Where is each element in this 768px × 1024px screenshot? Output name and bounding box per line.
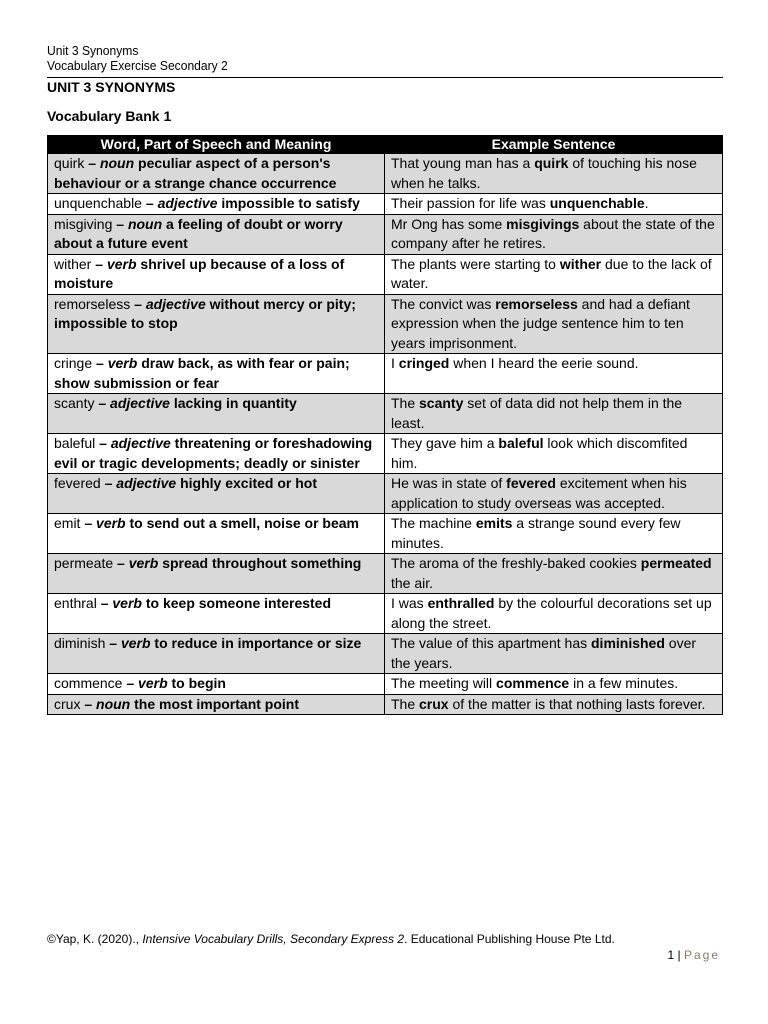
example-text-before: The meeting will <box>391 675 497 691</box>
dash-separator: – <box>112 215 128 232</box>
table-row <box>48 214 723 254</box>
part-of-speech: adjective <box>145 295 206 312</box>
page-separator: | <box>677 948 681 962</box>
part-of-speech: verb <box>120 635 151 651</box>
part-of-speech: verb <box>128 555 159 571</box>
dash-separator: – <box>95 435 111 451</box>
word-cell <box>48 194 385 215</box>
column-header-word: Word, Part of Speech and Meaning <box>48 136 385 154</box>
word-cell <box>48 514 385 554</box>
example-text-before: That young man has a <box>391 155 535 171</box>
example-cell <box>385 694 723 715</box>
example-cell <box>385 194 723 215</box>
part-of-speech: noun <box>96 695 131 712</box>
example-highlight-word: commence <box>496 675 570 691</box>
word-meaning: draw back, as with fear or pain; show submission or fear <box>54 355 350 391</box>
example-text-before: They gave him a <box>391 435 499 451</box>
example-text-before: I was <box>391 595 428 611</box>
footer-citation <box>47 932 615 946</box>
example-cell <box>385 214 723 254</box>
part-of-speech: verb <box>107 355 138 371</box>
word-cell <box>48 394 385 434</box>
part-of-speech: noun <box>127 215 163 232</box>
table-row <box>48 194 723 215</box>
part-of-speech: adjective <box>157 195 218 211</box>
example-highlight-word: fevered <box>506 475 556 491</box>
example-text-before: The plants were starting to <box>391 255 560 272</box>
example-highlight-word: wither <box>559 255 602 272</box>
example-cell <box>385 554 723 594</box>
column-header-example: Example Sentence <box>385 136 723 154</box>
example-text-before: The value of this apartment has <box>391 635 591 651</box>
word-meaning: to reduce in importance or size <box>154 635 362 651</box>
word-cell <box>48 214 385 254</box>
example-text-after: of the matter is that nothing lasts forever. <box>448 695 706 712</box>
example-text-before: The <box>391 395 420 411</box>
part-of-speech: noun <box>99 155 135 171</box>
example-highlight-word: quirk <box>534 155 569 171</box>
word-meaning: peculiar aspect of a person's behaviour or a strange chance occurrence <box>54 155 337 191</box>
word-meaning: to begin <box>171 675 226 691</box>
table-row <box>48 394 723 434</box>
part-of-speech: verb <box>106 255 137 272</box>
example-text-after: look which discomfited him. <box>391 435 688 471</box>
example-text-before: Mr Ong has some <box>391 215 507 232</box>
example-cell <box>385 634 723 674</box>
example-text-before: Their passion for life was <box>391 195 550 211</box>
page-label: Page <box>683 948 720 962</box>
table-row <box>48 514 723 554</box>
table-row <box>48 354 723 394</box>
word-meaning: without mercy or pity; impossible to stop <box>54 295 356 331</box>
dash-separator: – <box>113 555 129 571</box>
word-meaning: to send out a smell, noise or beam <box>129 515 359 531</box>
table-row <box>48 434 723 474</box>
vocab-word: cringe <box>54 355 93 371</box>
word-meaning: a feeling of doubt or worry about a future event <box>54 215 343 251</box>
vocab-word: unquenchable <box>54 195 142 211</box>
example-text-before: The aroma of the freshly-baked cookies <box>391 555 641 571</box>
vocab-word: enthral <box>54 595 97 611</box>
table-row <box>48 594 723 634</box>
word-meaning: shrivel up because of a loss of moisture <box>54 255 345 291</box>
word-meaning: impossible to satisfy <box>221 195 360 211</box>
vocab-word: commence <box>54 675 123 691</box>
page-header <box>47 43 723 73</box>
example-text-after: a strange sound every few minutes. <box>391 515 681 551</box>
part-of-speech: verb <box>138 675 168 691</box>
vocab-word: crux <box>54 695 81 712</box>
vocab-word: wither <box>54 255 92 272</box>
vocab-word: baleful <box>54 435 96 451</box>
part-of-speech: adjective <box>116 475 177 491</box>
example-cell <box>385 514 723 554</box>
citation-publisher: . Educational Publishing House Pte Ltd. <box>404 932 615 946</box>
example-highlight-word: enthralled <box>427 595 495 611</box>
example-text-after: in a few minutes. <box>569 675 679 691</box>
example-text-before: The machine <box>391 515 476 531</box>
table-row <box>48 674 723 695</box>
vocab-word: emit <box>54 515 81 531</box>
dash-separator: – <box>100 475 117 491</box>
example-cell <box>385 434 723 474</box>
example-text-after: about the state of the company after he retires. <box>391 215 715 251</box>
example-highlight-word: crux <box>419 695 449 712</box>
header-line-1: Unit 3 Synonyms <box>47 43 139 58</box>
unit-title: UNIT 3 SYNONYMS <box>47 79 176 95</box>
example-cell <box>385 394 723 434</box>
header-line-2: Vocabulary Exercise Secondary 2 <box>47 58 228 73</box>
dash-separator: – <box>92 355 108 371</box>
dash-separator: – <box>80 515 97 531</box>
word-meaning: spread throughout something <box>162 555 362 571</box>
example-text-before: The convict was <box>391 295 496 312</box>
word-cell <box>48 254 385 294</box>
example-highlight-word: emits <box>475 515 513 531</box>
table-row <box>48 634 723 674</box>
table-row <box>48 154 723 194</box>
dash-separator: – <box>84 155 100 171</box>
dash-separator: – <box>141 195 158 211</box>
example-cell <box>385 474 723 514</box>
table-row <box>48 554 723 594</box>
word-cell <box>48 434 385 474</box>
vocab-word: fevered <box>54 475 101 491</box>
example-text-after: of touching his nose when he talks. <box>391 155 697 191</box>
dash-separator: – <box>80 695 97 712</box>
example-cell <box>385 594 723 634</box>
vocab-word: quirk <box>54 155 85 171</box>
word-cell <box>48 294 385 354</box>
example-text-after: . <box>644 195 649 211</box>
vocab-word: scanty <box>54 395 95 411</box>
example-text-after: set of data did not help them in the least. <box>391 395 683 431</box>
dash-separator: – <box>122 675 139 691</box>
word-meaning: lacking in quantity <box>173 395 297 411</box>
word-cell <box>48 554 385 594</box>
dash-separator: – <box>94 395 111 411</box>
example-cell <box>385 254 723 294</box>
word-cell <box>48 634 385 674</box>
example-highlight-word: unquenchable <box>549 195 645 211</box>
word-meaning: threatening or foreshadowing evil or tragic developments; deadly or sinister <box>54 435 373 471</box>
example-text-after: and had a defiant expression when the judge sentence him to ten years imprisonment. <box>391 295 690 351</box>
example-text-before: I <box>391 355 399 371</box>
part-of-speech: verb <box>96 515 126 531</box>
vocab-word: diminish <box>54 635 106 651</box>
header-rule <box>47 77 723 78</box>
table-header-row <box>48 136 723 154</box>
table-row <box>48 294 723 354</box>
example-highlight-word: baleful <box>498 435 544 451</box>
word-cell <box>48 594 385 634</box>
dash-separator: – <box>91 255 107 272</box>
example-highlight-word: permeated <box>640 555 712 571</box>
word-meaning: the most important point <box>134 695 300 712</box>
example-highlight-word: diminished <box>591 635 665 651</box>
part-of-speech: verb <box>112 595 142 611</box>
vocab-word: misgiving <box>54 215 113 232</box>
word-cell <box>48 154 385 194</box>
example-text-before: He was in state of <box>391 475 507 491</box>
example-cell <box>385 154 723 194</box>
word-cell <box>48 354 385 394</box>
example-highlight-word: cringed <box>398 355 450 371</box>
vocabulary-bank-title: Vocabulary Bank 1 <box>47 108 172 124</box>
example-highlight-word: misgivings <box>506 215 580 232</box>
page-number-footer <box>667 948 720 962</box>
vocab-word: permeate <box>54 555 114 571</box>
word-meaning: highly excited or hot <box>180 475 318 491</box>
dash-separator: – <box>130 295 146 312</box>
citation-author: ©Yap, K. (2020)., <box>47 932 139 946</box>
example-text-after: the air. <box>391 574 434 591</box>
part-of-speech: adjective <box>110 435 171 451</box>
example-text-before: The <box>391 695 420 712</box>
example-highlight-word: remorseless <box>495 295 578 312</box>
table-row <box>48 694 723 715</box>
word-cell <box>48 474 385 514</box>
word-cell <box>48 694 385 715</box>
example-cell <box>385 354 723 394</box>
table-row <box>48 474 723 514</box>
dash-separator: – <box>105 635 121 651</box>
vocab-word: remorseless <box>54 295 131 312</box>
vocabulary-table <box>47 135 723 715</box>
table-row <box>48 254 723 294</box>
page-number: 1 <box>667 948 675 962</box>
example-cell <box>385 674 723 695</box>
example-highlight-word: scanty <box>419 395 464 411</box>
vocabulary-table-body <box>48 154 723 715</box>
word-meaning: to keep someone interested <box>145 595 332 611</box>
example-text-after: over the years. <box>391 635 697 671</box>
part-of-speech: adjective <box>110 395 170 411</box>
citation-book-title: Intensive Vocabulary Drills, Secondary Express 2 <box>142 932 405 946</box>
word-cell <box>48 674 385 695</box>
example-cell <box>385 294 723 354</box>
example-text-after: excitement when his application to study overseas was accepted. <box>391 475 687 511</box>
example-text-after: when I heard the eerie sound. <box>449 355 639 371</box>
dash-separator: – <box>96 595 113 611</box>
example-text-after: by the colourful decorations set up along the street. <box>391 595 712 631</box>
example-text-after: due to the lack of water. <box>391 255 712 291</box>
